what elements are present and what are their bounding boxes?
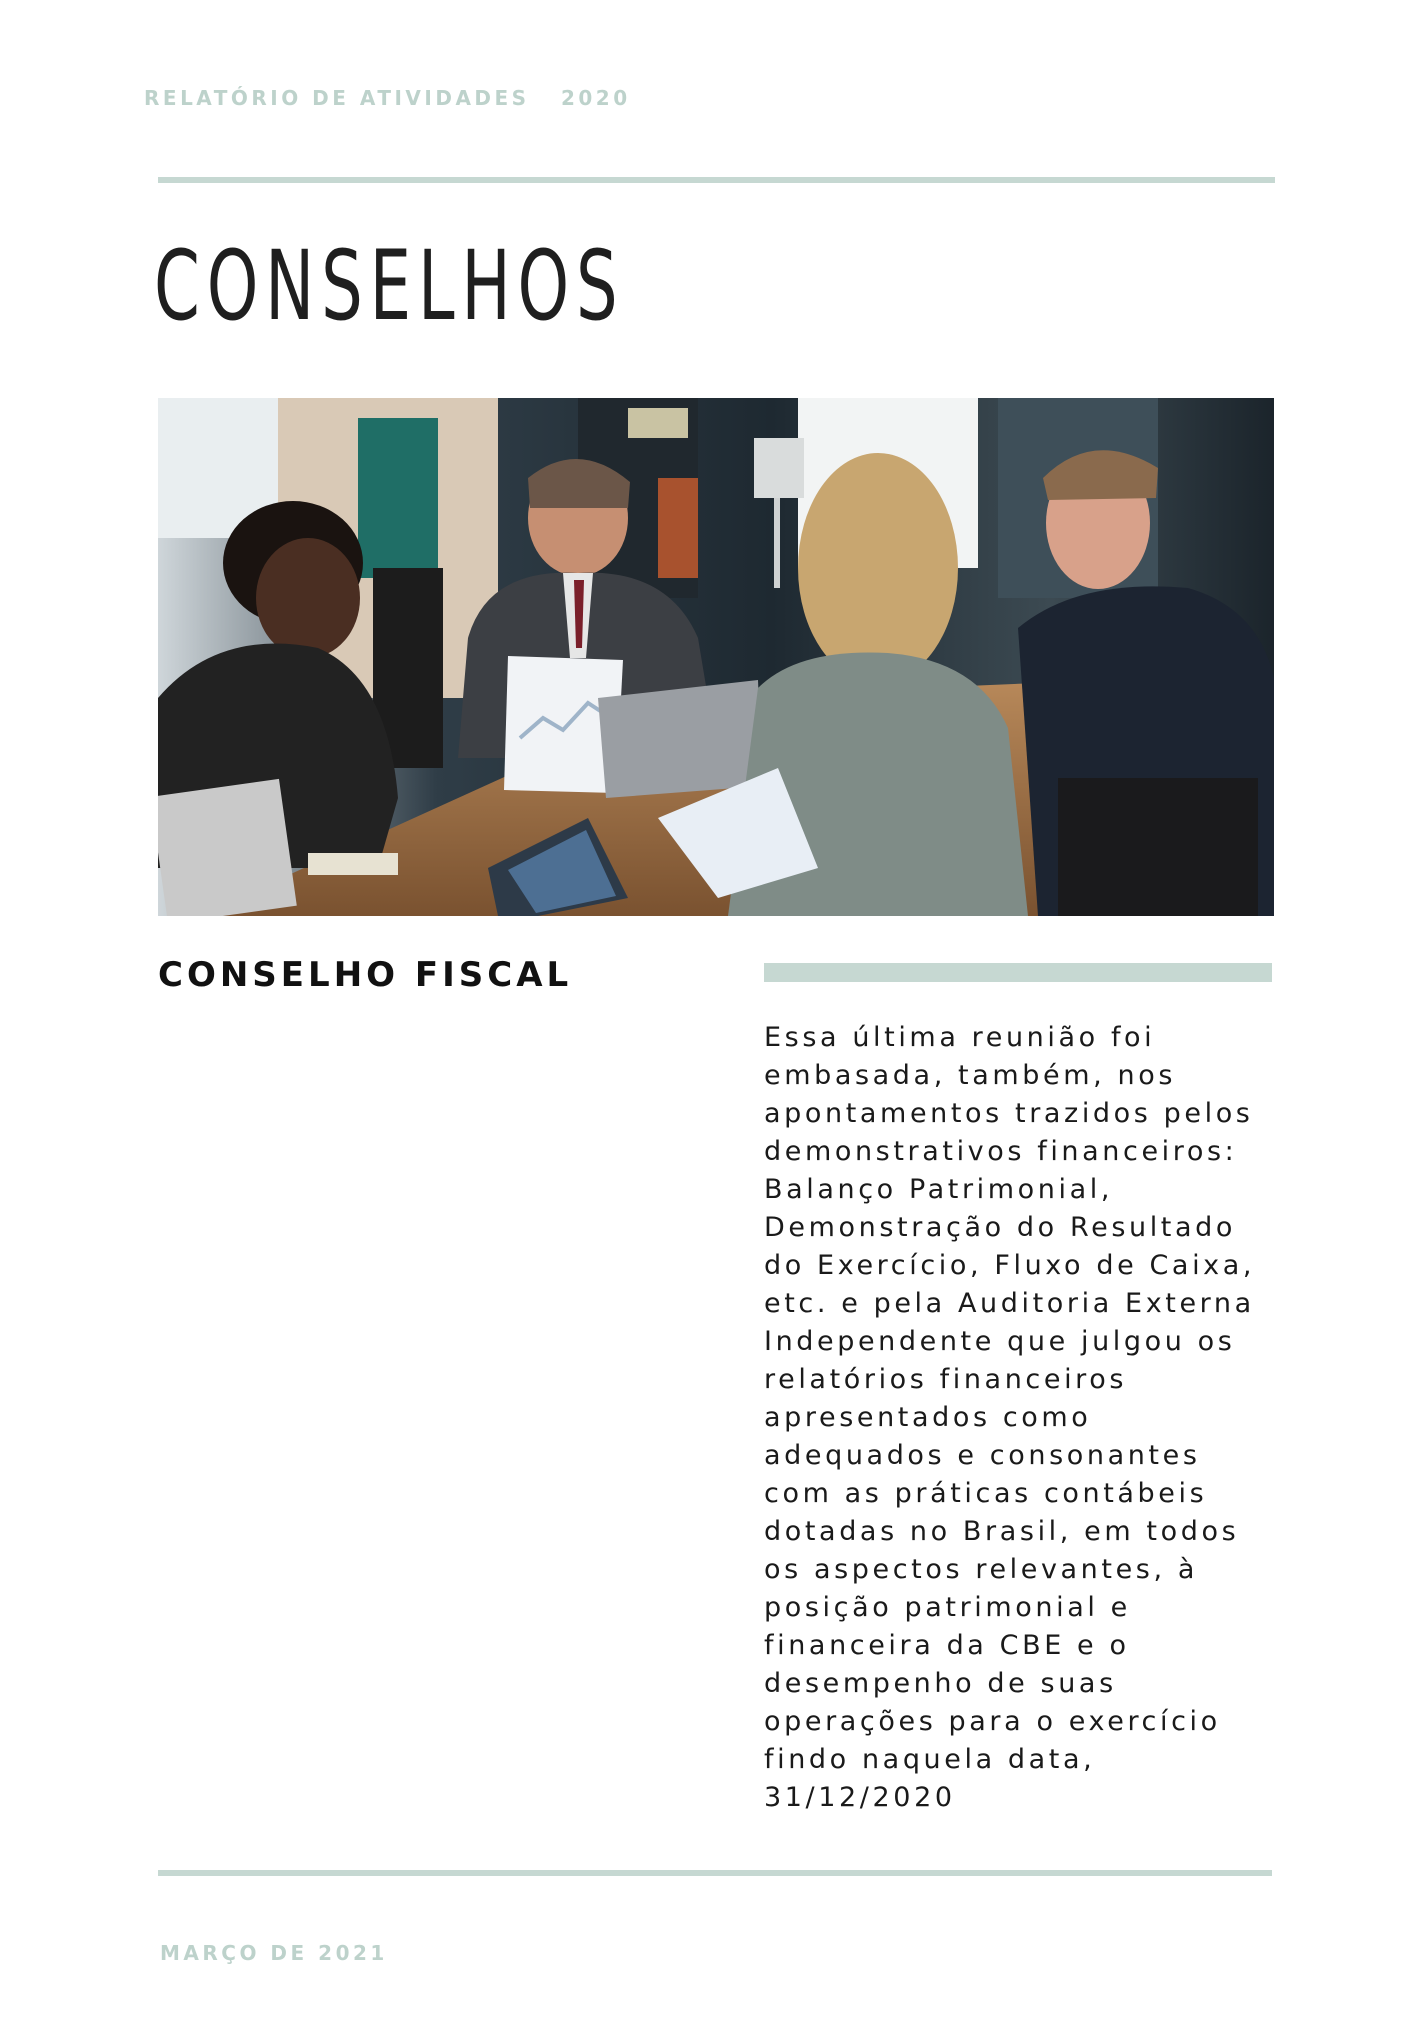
meeting-photo: [158, 398, 1274, 916]
page-title: CONSELHOS: [154, 230, 625, 342]
body-line: Balanço Patrimonial,: [764, 1174, 1114, 1205]
body-line: 31/12/2020: [764, 1782, 956, 1813]
body-line: Demonstração do Resultado: [764, 1212, 1236, 1243]
section-title: CONSELHO FISCAL: [158, 955, 573, 995]
body-line: findo naquela data,: [764, 1744, 1096, 1775]
section-body: [764, 1019, 1284, 1817]
body-line: do Exercício, Fluxo de Caixa,: [764, 1250, 1256, 1281]
body-line: com as práticas contábeis: [764, 1478, 1208, 1509]
body-line: operações para o exercício: [764, 1706, 1221, 1737]
footer-date-label: MARÇO DE 2021: [160, 1941, 388, 1965]
body-line: embasada, também, nos: [764, 1060, 1177, 1091]
meeting-photo-illustration: [158, 398, 1274, 916]
body-line: demonstrativos financeiros:: [764, 1136, 1238, 1167]
report-header-label: RELATÓRIO DE ATIVIDADES 2020: [144, 86, 631, 110]
body-line: apresentados como: [764, 1402, 1092, 1433]
body-line: relatórios financeiros: [764, 1364, 1128, 1395]
body-line: desempenho de suas: [764, 1668, 1117, 1699]
body-line: dotadas no Brasil, em todos: [764, 1516, 1240, 1547]
body-line: Independente que julgou os: [764, 1326, 1236, 1357]
bottom-divider: [158, 1870, 1272, 1876]
body-line: Essa última reunião foi: [764, 1022, 1156, 1053]
body-line: os aspectos relevantes, à: [764, 1554, 1198, 1585]
body-line: financeira da CBE e o: [764, 1630, 1130, 1661]
body-line: apontamentos trazidos pelos: [764, 1098, 1254, 1129]
body-line: posição patrimonial e: [764, 1592, 1131, 1623]
body-line: etc. e pela Auditoria Externa: [764, 1288, 1255, 1319]
body-line: adequados e consonantes: [764, 1440, 1201, 1471]
top-divider: [158, 177, 1275, 183]
section-accent-bar: [764, 963, 1272, 982]
